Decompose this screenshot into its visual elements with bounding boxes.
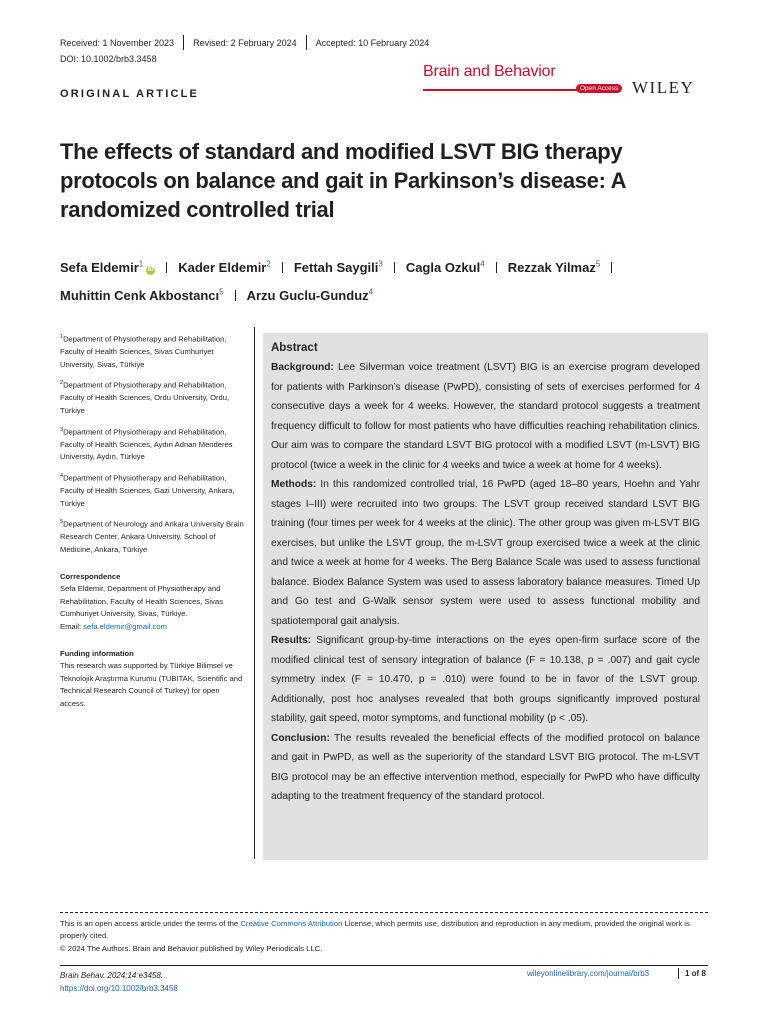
author[interactable]: Fettah Saygili$^3$: [293, 260, 383, 276]
journal-name[interactable]: Brain and Behavior: [423, 63, 556, 80]
email-link[interactable]: sefa.eldemir@gmail.com: [83, 621, 167, 631]
website-link[interactable]: wileyonlinelibrary.com/journal/brb3: [527, 969, 650, 978]
license-link[interactable]: Creative Commons Attribution: [240, 919, 343, 928]
article-title: The effects of standard and modified LSVT BIG therapy protocols on balance and gait in Parkinson’s disease: A randomized controlled trial: [60, 139, 626, 222]
author-list: [60, 253, 720, 308]
affiliation: $^2$Department of Physiotherapy and Rehabilitation, Faculty of Health Sciences, Ordu University, Ordu, Türkiye: [60, 380, 230, 416]
affiliation: $^5$Department of Neurology and Ankara University Brain Research Center, Ankara University, School of Medicine, Ankara, Türkiye: [60, 519, 244, 554]
article-type: ORIGINAL ARTICLE: [60, 88, 200, 100]
publication-dates: [60, 35, 429, 50]
date-divider: [306, 35, 307, 50]
abstract-heading: Abstract: [271, 342, 318, 354]
citation: Brain Behav. 2024;14:e3458.: [60, 971, 164, 980]
copyright: © 2024 The Authors. Brain and Behavior published by Wiley Periodicals LLC.: [60, 943, 323, 953]
page-divider: [678, 968, 679, 979]
affiliation: $^3$Department of Physiotherapy and Rehabilitation, Faculty of Health Sciences, Aydın Adnan Menderes University, Aydın, Türkiye: [60, 426, 233, 462]
correspondence-text: Sefa Eldemir, Department of Physiotherapy and Rehabilitation, Faculty of Health Sciences, Sivas Cumhuriyet University, Sivas, Türkiye. Email: sefa.eldemir@gmail.com: [60, 584, 223, 631]
revised-date: Revised: 2 February 2024: [193, 37, 297, 48]
publisher-logo[interactable]: WILEY: [632, 78, 695, 97]
affiliation: $^4$Department of Physiotherapy and Rehabilitation, Faculty of Health Sciences, Gazi University, Ankara, Türkiye: [60, 472, 235, 508]
author[interactable]: Rezzak Yilmaz$^5$: [507, 260, 601, 276]
date-divider: [183, 35, 184, 50]
correspondence-heading: Correspondence: [60, 571, 121, 581]
funding-heading: Funding information: [60, 648, 134, 658]
license-note: This is an open access article under the terms of the Creative Commons Attribution License, which permits use, distribution and reproduction in any medium, provided the original work is properly cited. © 2024 The Authors. Brain and Behavior published by Wiley Periodicals LLC.: [60, 919, 690, 953]
orcid-icon[interactable]: iD: [147, 267, 154, 274]
abstract-results: Results: Significant group-by-time interactions on the eyes open-firm surface score of the modified clinical test of sensory integration of balance (F = 10.138, p = .007) and gait cycle symmetry index (F = 10.470, p = .010) were found to be in favor of the LSVT group. Additionally, post hoc analyses revealed that both groups significantly improved postural stability, gait speed, motor symptoms, and functional mobility (p < .05).: [271, 635, 700, 724]
accepted-date: Accepted: 10 February 2024: [315, 37, 430, 48]
open-access-badge: Open Access: [576, 84, 622, 93]
abstract-methods: Methods: In this randomized controlled trial, 16 PwPD (aged 18–80 years, Hoehn and Yahr stages I–III) were recruited into two groups. The LSVT group received standard LSVT BIG training (four times per week for 4 weeks at the clinic). The other group was given m-LSVT BIG exercises, but unlike the LSVT group, the m-LSVT group exercised twice a week at the clinic and twice a week at home for 4 weeks. The Berg Balance Scale was used to assess functional balance. Biodex Balance System was used to assess laboratory balance measures. Timed Up and Go test and G-Walk sensor system were used to assess functional mobility and spatiotemporal gait analysis.: [271, 479, 700, 627]
journal-underline: [423, 89, 578, 91]
doi-label: DOI: 10.1002/brb3.3458: [60, 54, 157, 64]
column-divider: [254, 327, 255, 859]
doi-link[interactable]: https://doi.org/10.1002/brb3.3458: [60, 984, 178, 993]
footer-dashed-rule: [60, 912, 708, 913]
page-number: 1 of 8: [685, 969, 706, 978]
received-date: Received: 1 November 2023: [60, 37, 175, 48]
sidebar-info: [60, 331, 246, 711]
author[interactable]: Kader Eldemir$^2$: [178, 260, 271, 276]
author[interactable]: Muhittin Cenk Akbostancı$^5$: [60, 287, 224, 303]
author[interactable]: Sefa Eldemir$^1$iD: [60, 260, 154, 276]
footer-rule: [60, 965, 708, 966]
affiliation: $^1$Department of Physiotherapy and Rehabilitation, Faculty of Health Sciences, Sivas Cumhuriyet University, Sivas, Türkiye: [60, 334, 227, 369]
funding-text: This research was supported by Türkiye Bilimsel ve Teknolojik Araştırma Kurumu (TUBITAK, Scientific and Technical Research Council of Turkey) for open access.: [60, 661, 243, 708]
abstract-background: Background: Lee Silverman voice treatment (LSVT) BIG is an exercise program developed for patients with Parkinson’s disease (PwPD), consisting of sets of exercises performed for 4 consecutive days a week for 4 weeks. However, the standard protocol suggests a treatment frequency difficult to follow for most patients who have difficulties reaching rehabilitation clinics. Our aim was to compare the standard LSVT BIG protocol with a modified LSVT (m-LSVT) BIG protocol (twice a week in the clinic for 4 weeks and twice a week at home for 4 weeks).: [271, 362, 700, 471]
abstract-conclusion: Conclusion: The results revealed the beneficial effects of the modified protocol on balance and gait in PwPD, as well as the superiority of the standard LSVT BIG protocol. The m-LSVT BIG protocol may be an effective intervention method, especially for PwPD who have difficulty adapting to the treatment frequency of the standard protocol.: [271, 732, 700, 802]
author[interactable]: Arzu Guclu-Gunduz$^4$: [246, 287, 374, 303]
abstract-box: [263, 333, 708, 860]
author[interactable]: Cagla Ozkul$^4$: [405, 260, 485, 276]
citation-block: [60, 969, 178, 995]
